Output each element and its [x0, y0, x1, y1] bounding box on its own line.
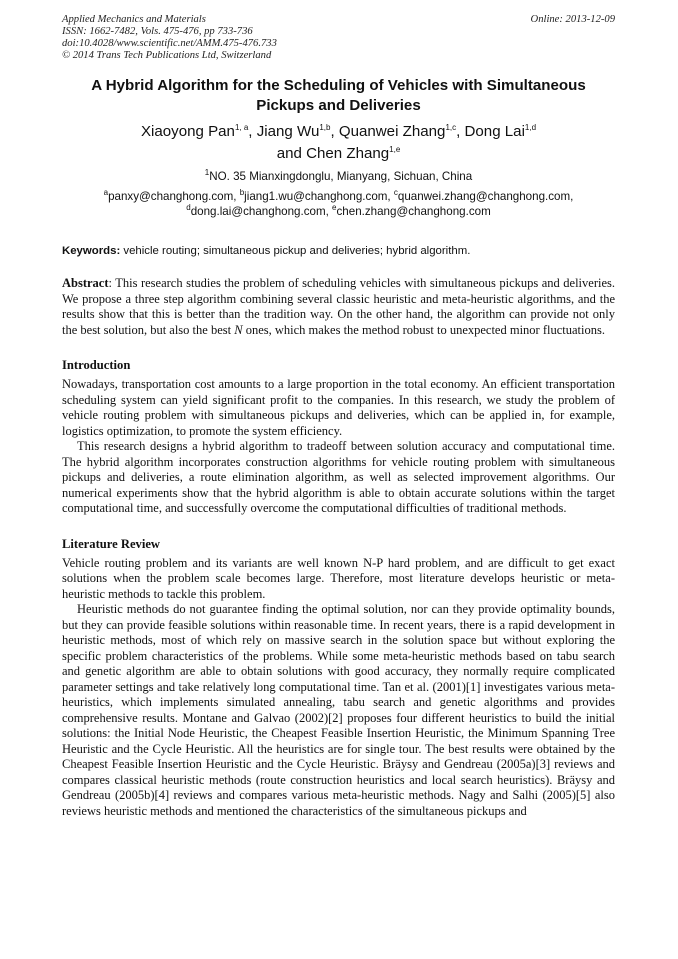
title-line-1: A Hybrid Algorithm for the Scheduling of Vehicles with Simultaneous	[91, 77, 586, 94]
abstract	[62, 276, 615, 338]
author-superscript: 1,e	[389, 144, 401, 154]
author-superscript: 1,b	[319, 122, 331, 132]
abstract-text: : This research studies the problem of scheduling vehicles with simultaneous pickups and deliveries. We propose a three step algorithm combining several classic heuristic and meta-heuristic algorithms, and the results show that this is better than the tradition way. On the other hand, the algorithm can provide not only the best solution, but also the best	[62, 276, 615, 337]
journal-header	[62, 14, 615, 62]
introduction-paragraph-2: This research designs a hybrid algorithm to tradeoff between solution accuracy and computational time. The hybrid algorithm incorporates construction algorithms for vehicle routing problem with simultaneous pickups and deliveries, a route elimination algorithm, as well as selected improvement algorithms. Our numerical experiments show that the hybrid algorithm is able to obtain accurate solutions within the target computational time, and successfully overcome the computational difficulties of traditional methods.	[62, 439, 615, 515]
author-superscript: 1, a	[234, 122, 249, 132]
author-list	[62, 121, 615, 165]
author-emails	[62, 189, 615, 219]
author-name: Jiang Wu	[256, 123, 320, 140]
literature-paragraph-1: Vehicle routing problem and its variants are well known N-P hard problem, and are difficult to get exact solutions when the problem scale becomes large. Therefore, most literature develops heuristic or meta-heuristic methods to tackle this problem.	[62, 555, 615, 601]
affiliation-superscript: 1	[204, 168, 210, 178]
email: dong.lai@changhong.com,	[190, 205, 333, 218]
email-superscript: b	[239, 188, 245, 198]
paper-page	[62, 14, 615, 819]
issn-line: ISSN: 1662-7482, Vols. 475-476, pp 733-736	[62, 26, 253, 37]
email-superscript: c	[393, 188, 398, 198]
email: panxy@changhong.com,	[108, 190, 240, 203]
abstract-label: Abstract	[62, 276, 109, 290]
literature-paragraph-2: Heuristic methods do not guarantee finding the optimal solution, nor can they provide optimality bounds, but they can provide feasible solutions within reasonable time. In recent years, there is a rapid development in heuristic methods, most of which rely on massive search in the solution space but without exploring the specific problem characteristics of the problems. While some meta-heuristic methods based on tabu search and genetic algorithm are able to obtain solutions with good accuracy, they normally require complicated parameter settings and take relatively long computational time. Tan et al. (2001)[1] investigates various meta-heuristics, which implements simulated annealing, tabu search and genetic algorithms and provides comprehensive results. Montane and Galvao (2002)[2] proposes four different heuristics to build the initial solutions: the Initial Node Heuristic, the Cheapest Feasible Insertion Heuristic, the Minimum Spanning Tree Heuristic and the Cycle Heuristic. All the heuristics are for single tour. The best results were obtained by the Cheapest Feasible Insertion Heuristic and the Cycle Heuristic. Bräysy and Gendreau (2005a)[3] reviews and compares classical heuristic methods (route construction heuristics and local search heuristics). Bräysy and Gendreau (2005b)[4] reviews and compares various meta-heuristic methods. Nagy and Salhi (2005)[5] also reviews heuristic methods and mentioned the characteristics of the simultaneous pickups and	[62, 602, 615, 818]
author-superscript: 1,d	[524, 122, 537, 132]
author-name: Dong Lai	[464, 123, 525, 140]
copyright-line: © 2014 Trans Tech Publications Ltd, Switzerland	[62, 50, 272, 61]
author-superscript: 1,c	[445, 122, 457, 132]
author-name: Quanwei Zhang	[338, 123, 446, 140]
email: jiang1.wu@changhong.com,	[244, 190, 394, 203]
introduction-heading: Introduction	[62, 358, 131, 372]
email-superscript: a	[103, 188, 109, 198]
introduction-paragraph-1: Nowadays, transportation cost amounts to a large proportion in the total economy. An efficient transportation scheduling system can yield significant profit to the companies. In this research, we study the problem of vehicle routing problem with simultaneous pickups and deliveries, which can be applied in, for example, logistics optimization, to promote the system efficiency.	[62, 377, 615, 438]
doi-line: doi:10.4028/www.scientific.net/AMM.475-476.733	[62, 38, 277, 49]
email-superscript: e	[332, 203, 337, 213]
email: chen.zhang@changhong.com	[336, 205, 491, 218]
email: quanwei.zhang@changhong.com,	[397, 190, 574, 203]
author-line-1: Xiaoyong Pan$^{1, a}$, Jiang Wu$^{1,b}$, Quanwei Zhang$^{1,c}$, Dong Lai$^{1,d}$	[140, 122, 537, 140]
online-date: Online: 2013-12-09	[530, 14, 615, 25]
abstract-n: N	[234, 322, 243, 337]
journal-name: Applied Mechanics and Materials	[62, 14, 206, 25]
keywords	[62, 244, 615, 259]
literature-heading: Literature Review	[62, 536, 161, 551]
abstract-text-end: ones, which makes the method robust to unexpected minor fluctuations.	[242, 322, 605, 337]
author-name: Xiaoyong Pan	[140, 123, 235, 140]
email-line-1	[62, 189, 615, 204]
affiliation-text: NO. 35 Mianxingdonglu, Mianyang, Sichuan, China	[209, 170, 473, 183]
author-line-2	[62, 143, 615, 165]
email-line-2	[62, 204, 615, 219]
email-superscript: d	[186, 203, 191, 213]
affiliation	[62, 169, 615, 184]
keywords-label: Keywords:	[62, 245, 121, 257]
title-line-2: Pickups and Deliveries	[256, 97, 421, 114]
paper-title	[62, 76, 615, 116]
author-name: and Chen Zhang	[276, 145, 390, 162]
keywords-text: vehicle routing; simultaneous pickup and deliveries; hybrid algorithm.	[120, 245, 471, 257]
